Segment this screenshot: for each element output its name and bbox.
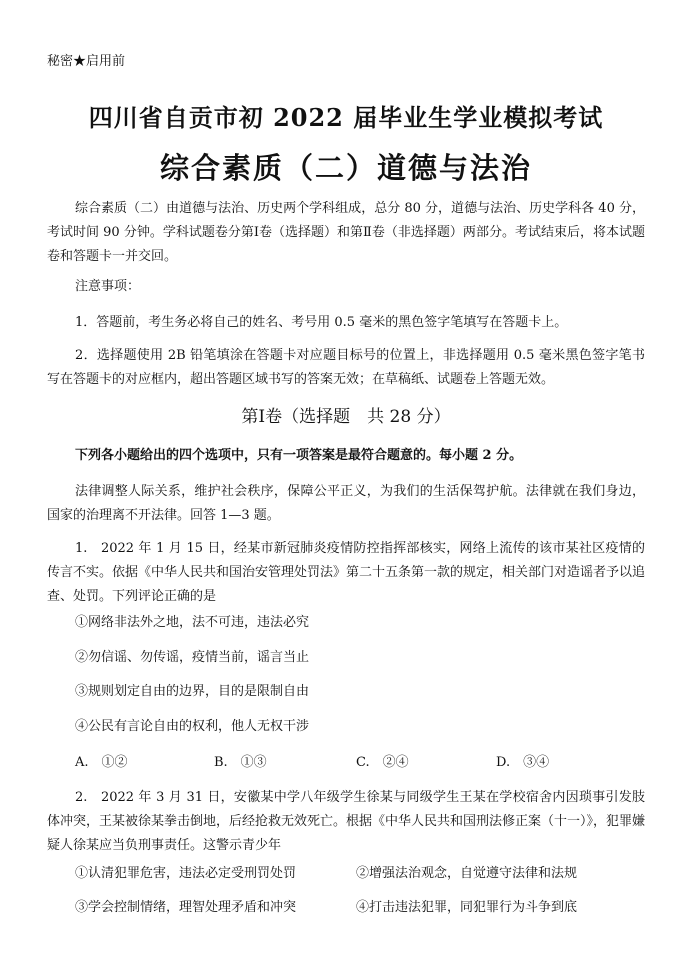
question-2-stem: 2. 2022 年 3 月 31 日，安徽某中学八年级学生徐某与同级学生王某在学校宿舍内因琐事引发肢体冲突，王某被徐某拳击倒地，后经抢救无效死亡。根据《中华人民共和国刑法修正案（十一）》，犯罪嫌疑人徐某应当负刑事责任。这警示青少年	[47, 790, 646, 853]
q2-statement-4: ④打击违法犯罪，同犯罪行为斗争到底	[356, 900, 578, 915]
notice-item-1: 1．答题前，考生务必将自己的姓名、考号用 0.5 毫米的黑色签字笔填写在答题卡上。	[75, 315, 568, 330]
q2-statement-2: ②增强法治观念，自觉遵守法律和法规	[356, 866, 578, 881]
exam-title: 四川省自贡市初 2022 届毕业生学业模拟考试	[88, 103, 604, 132]
section-title: 第Ⅰ卷（选择题 共 28 分）	[241, 407, 451, 427]
q1-option-b: B. ①③	[214, 755, 267, 770]
q1-option-a: A. ①②	[75, 755, 128, 770]
notice-item-2: 2．选择题使用 2B 铅笔填涂在答题卡对应题目标号的位置上，非选择题用 0.5 毫米黑色签字笔书写在答题卡的对应框内，超出答题区域书写的答案无效；在草稿纸、试题卷上答题无效。	[47, 348, 645, 387]
subject-title: 综合素质（二）道德与法治	[159, 151, 532, 185]
question-lead: 法律调整人际关系，维护社会秩序，保障公平正义，为我们的生活保驾护航。法律就在我们身边，国家的治理离不开法律。回答 1—3 题。	[47, 484, 645, 523]
q2-statement-1: ①认清犯罪危害，违法必定受刑罚处罚	[75, 866, 297, 881]
section-instruction: 下列各小题给出的四个选项中，只有一项答案是最符合题意的。每小题 2 分。	[75, 448, 523, 463]
q1-option-d: D. ③④	[496, 755, 550, 770]
q1-statement-4: ④公民有言论自由的权利，他人无权干涉	[75, 719, 310, 734]
q1-statement-3: ③规则划定自由的边界，目的是限制自由	[75, 684, 310, 699]
q1-statement-1: ①网络非法外之地，法不可违，违法必究	[75, 615, 310, 630]
notice-title: 注意事项：	[75, 279, 141, 294]
question-1-stem: 1. 2022 年 1 月 15 日，经某市新冠肺炎疫情防控指挥部核实，网络上流传的该市某社区疫情的传言不实。依据《中华人民共和国治安管理处罚法》第二十五条第一款的规定，相关部门对造谣者予以追查、处罚。下列评论正确的是	[47, 541, 646, 604]
q1-option-c: C. ②④	[356, 755, 409, 770]
intro-paragraph: 综合素质（二）由道德与法治、历史两个学科组成，总分 80 分，道德与法治、历史学科各 40 分，考试时间 90 分钟。学科试题卷分第Ⅰ卷（选择题）和第Ⅱ卷（非选择题）两部分。考试结束后，将本试题卷和答题卡一并交回。	[47, 201, 645, 264]
q2-statement-3: ③学会控制情绪，理智处理矛盾和冲突	[75, 900, 297, 915]
q1-statement-2: ②勿信谣、勿传谣，疫情当前，谣言当止	[75, 650, 310, 665]
confidential-label: 秘密★启用前	[47, 54, 126, 69]
